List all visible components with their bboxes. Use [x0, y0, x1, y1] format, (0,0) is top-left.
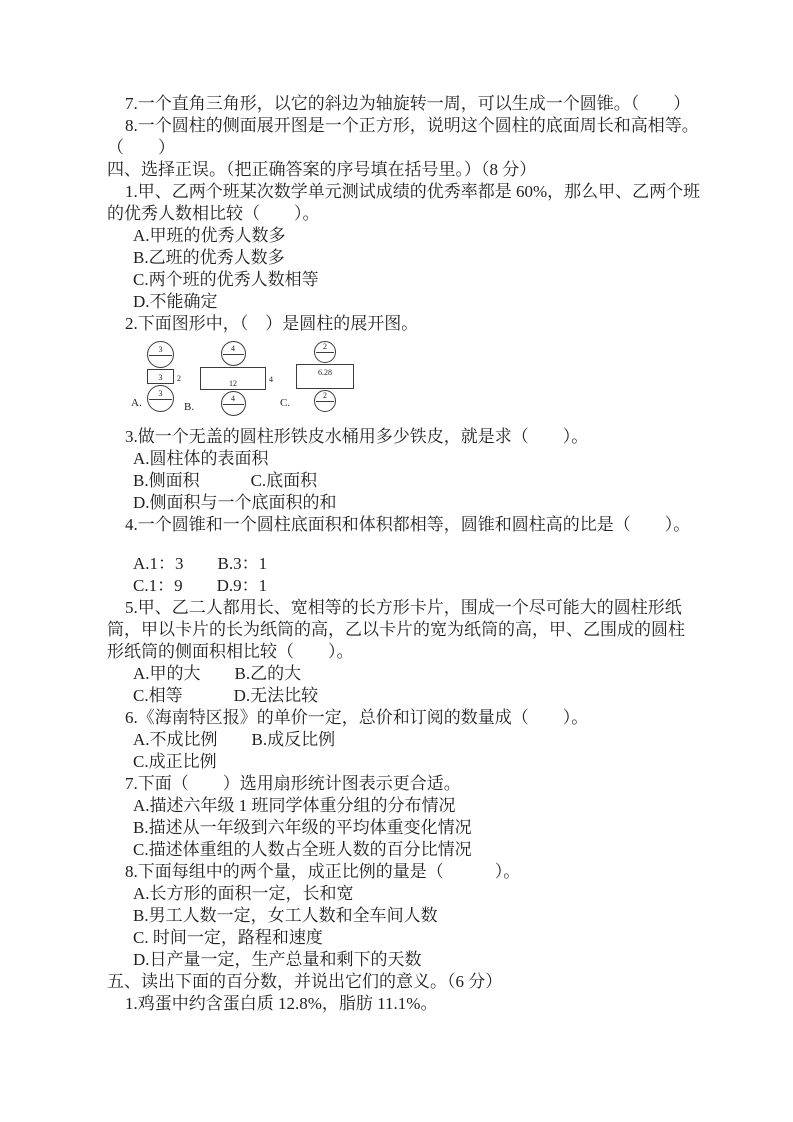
text-line: 四、选择正误。（把正确答案的序号填在括号里。）（8 分）: [107, 160, 537, 179]
cylinder-net-figure-a: [131, 341, 181, 412]
text-line: B.男工人数一定，女工人数和全车间人数: [133, 906, 438, 925]
text-line: 1.甲、乙两个班某次数学单元测试成绩的优秀率都是 60%，那么甲、乙两个班: [125, 182, 701, 201]
text-line: 3.做一个无盖的圆柱形铁皮水桶用多少铁皮，就是求（ ）。: [125, 427, 589, 446]
figure-label-c: C.: [280, 397, 291, 409]
text-line: 8.下面每组中的两个量，成正比例的量是（ ）。: [125, 862, 521, 881]
text-line: 7.一个直角三角形，以它的斜边为轴旋转一周，可以生成一个圆锥。（ ）: [125, 94, 691, 113]
figure-b-rectangle: 12 4: [200, 367, 266, 390]
text-line: C. 时间一定，路程和速度: [133, 928, 323, 947]
figure-label-a: A.: [131, 397, 142, 409]
text-line: 筒，甲以卡片的长为纸筒的高，乙以卡片的宽为纸筒的高，甲、乙围成的圆柱: [107, 620, 685, 639]
exam-content: [107, 93, 707, 1015]
cylinder-net-figure-c: [280, 341, 354, 412]
text-line: A.不成比例 B.成反比例: [133, 730, 336, 749]
figure-label-b: B.: [184, 401, 195, 413]
text-line: 的优秀人数相比较（ ）。: [107, 204, 320, 223]
text-line: D.日产量一定，生产总量和剩下的天数: [133, 950, 422, 969]
figure-b-bottom-circle: 4: [221, 391, 246, 416]
figure-c-bottom-circle: 2: [314, 390, 336, 412]
text-line: 五、读出下面的百分数，并说出它们的意义。（6 分）: [107, 972, 503, 991]
diameter-line: [149, 355, 172, 356]
lines-before-figures: [107, 93, 707, 335]
lines-after-figures: [107, 426, 707, 1015]
text-line: （ ）: [107, 138, 175, 157]
question2-figure-row: [107, 341, 707, 417]
text-line: A.1：3 B.3：1: [133, 554, 268, 573]
text-line: C.1：9 D.9：1: [133, 576, 268, 595]
figure-a-top-circle: 3: [147, 341, 174, 368]
text-line: B.描述从一年级到六年级的平均体重变化情况: [133, 818, 472, 837]
figure-c-rectangle: 6.28: [296, 364, 354, 389]
figure-c-top-circle: 2: [314, 341, 336, 363]
text-line: 7.下面（ ）选用扇形统计图表示更合适。: [125, 774, 461, 793]
diameter-line: [316, 352, 334, 353]
diameter-line: [149, 399, 172, 400]
text-line: D.不能确定: [133, 292, 218, 311]
text-line: A.长方形的面积一定，长和宽: [133, 884, 354, 903]
text-line: B.侧面积 C.底面积: [133, 471, 318, 490]
text-line: 2.下面图形中，（ ）是圆柱的展开图。: [125, 314, 419, 333]
text-line: C.描述体重组的人数占全班人数的百分比情况: [133, 840, 472, 859]
text-line: A.甲的大 B.乙的大: [133, 664, 302, 683]
text-line: A.描述六年级 1 班同学体重分组的分布情况: [133, 796, 456, 815]
text-line: 1.鸡蛋中约含蛋白质 12.8%，脂肪 11.1%。: [125, 994, 438, 1013]
diameter-line: [316, 401, 334, 402]
text-line: B.乙班的优秀人数多: [133, 248, 285, 267]
text-line: A.圆柱体的表面积: [133, 449, 269, 468]
text-line: 6.《海南特区报》的单价一定，总价和订阅的数量成（ ）。: [125, 708, 589, 727]
text-line: 8.一个圆柱的侧面展开图是一个正方形，说明这个圆柱的底面周长和高相等。: [125, 116, 699, 135]
text-line: 形纸筒的侧面积相比较（ ）。: [107, 642, 354, 661]
text-line: A.甲班的优秀人数多: [133, 226, 286, 245]
text-line: D.侧面积与一个底面积的和: [133, 493, 337, 512]
diameter-line: [223, 404, 244, 405]
figure-a-bottom-circle: 3: [147, 385, 174, 412]
figure-a-rectangle: 3 2: [147, 369, 174, 384]
diameter-line: [223, 354, 244, 355]
text-line: 5.甲、乙二人都用长、宽相等的长方形卡片，围成一个尽可能大的圆柱形纸: [125, 598, 682, 617]
text-line: C.两个班的优秀人数相等: [133, 270, 319, 289]
text-line: C.相等 D.无法比较: [133, 686, 319, 705]
text-line: 4.一个圆锥和一个圆柱底面积和体积都相等，圆锥和圆柱高的比是（ ）。: [125, 515, 691, 534]
cylinder-net-figure-b: [184, 341, 273, 416]
figure-b-top-circle: 4: [221, 341, 246, 366]
text-line: C.成正比例: [133, 752, 217, 771]
